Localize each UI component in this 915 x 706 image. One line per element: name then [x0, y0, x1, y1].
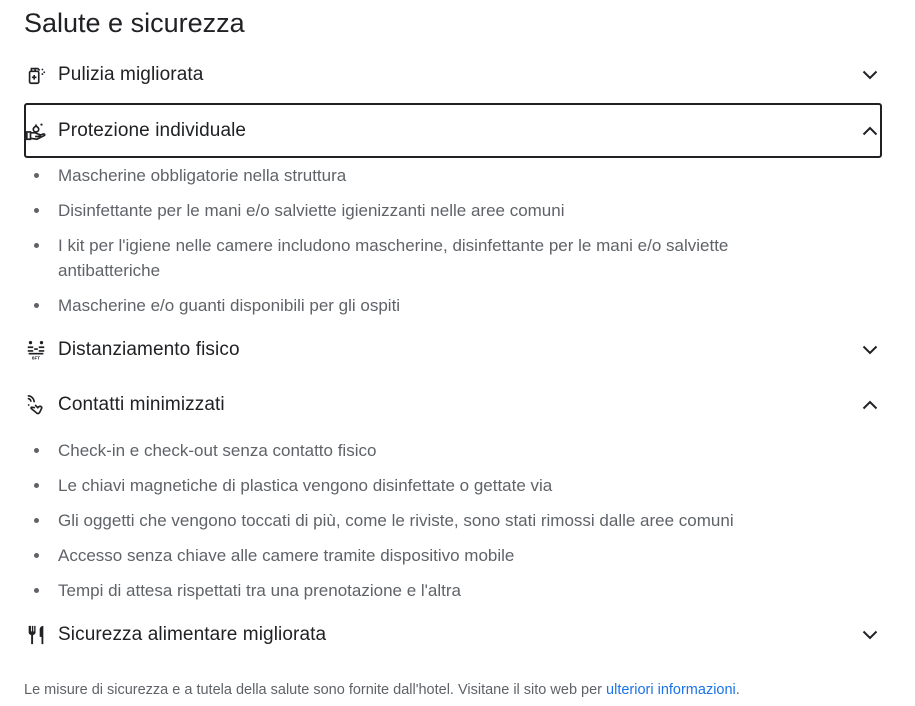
hand-wash-icon [24, 119, 48, 143]
section-header-contatti[interactable] [24, 378, 882, 432]
section-label: Distanziamento fisico [58, 339, 240, 360]
more-info-link[interactable]: ulteriori informazioni [606, 682, 736, 698]
bullet [34, 303, 39, 308]
bullet [34, 518, 39, 523]
chevron-up-icon [860, 121, 880, 141]
bullet [34, 588, 39, 593]
section-items-protezione [24, 163, 884, 328]
list-item: Accesso senza chiave alle camere tramite dispositivo mobile [24, 543, 884, 568]
fork-knife-icon [24, 623, 48, 647]
section-header-protezione[interactable] [24, 103, 882, 158]
list-item: Mascherine obbligatorie nella struttura [24, 163, 884, 188]
svg-text:6FT: 6FT [31, 355, 41, 361]
bullet [34, 483, 39, 488]
section-header-pulizia[interactable] [24, 48, 882, 102]
section-label: Protezione individuale [58, 119, 247, 141]
chevron-up-icon [860, 395, 880, 415]
section-items-contatti [24, 438, 884, 613]
list-item: Tempi di attesa rispettati tra una prenotazione e l'altra [24, 578, 884, 603]
section-label: Pulizia migliorata [58, 64, 204, 85]
list-item: Mascherine e/o guanti disponibili per gli ospiti [24, 293, 884, 318]
chevron-down-icon [860, 65, 880, 85]
section-header-distanziamento[interactable] [24, 323, 882, 377]
chevron-down-icon [860, 625, 880, 645]
list-item: Disinfettante per le mani e/o salviette igienizzanti nelle aree comuni [24, 198, 884, 223]
chevron-down-icon [860, 340, 880, 360]
footer-note: Le misure di sicurezza e a tutela della salute sono fornite dall'hotel. Visitane il sito web per ulteriori informazioni. [24, 682, 740, 698]
bullet [34, 448, 39, 453]
bullet [34, 243, 39, 248]
social-distance-icon [24, 338, 48, 362]
list-item: Gli oggetti che vengono toccati di più, come le riviste, sono stati rimossi dalle aree comuni [24, 508, 884, 533]
bullet [34, 553, 39, 558]
list-item: I kit per l'igiene nelle camere includono mascherine, disinfettante per le mani e/o salviette antibatteriche [24, 233, 884, 283]
bullet [34, 173, 39, 178]
spray-bottle-icon [24, 63, 48, 87]
list-item: Le chiavi magnetiche di plastica vengono disinfettate o gettate via [24, 473, 884, 498]
page-title: Salute e sicurezza [24, 8, 245, 38]
bullet [34, 208, 39, 213]
section-header-sicurezza-alimentare[interactable] [24, 608, 882, 662]
section-label: Contatti minimizzati [58, 394, 225, 415]
section-label: Sicurezza alimentare migliorata [58, 624, 327, 645]
contactless-icon [24, 393, 48, 417]
list-item: Check-in e check-out senza contatto fisico [24, 438, 884, 463]
